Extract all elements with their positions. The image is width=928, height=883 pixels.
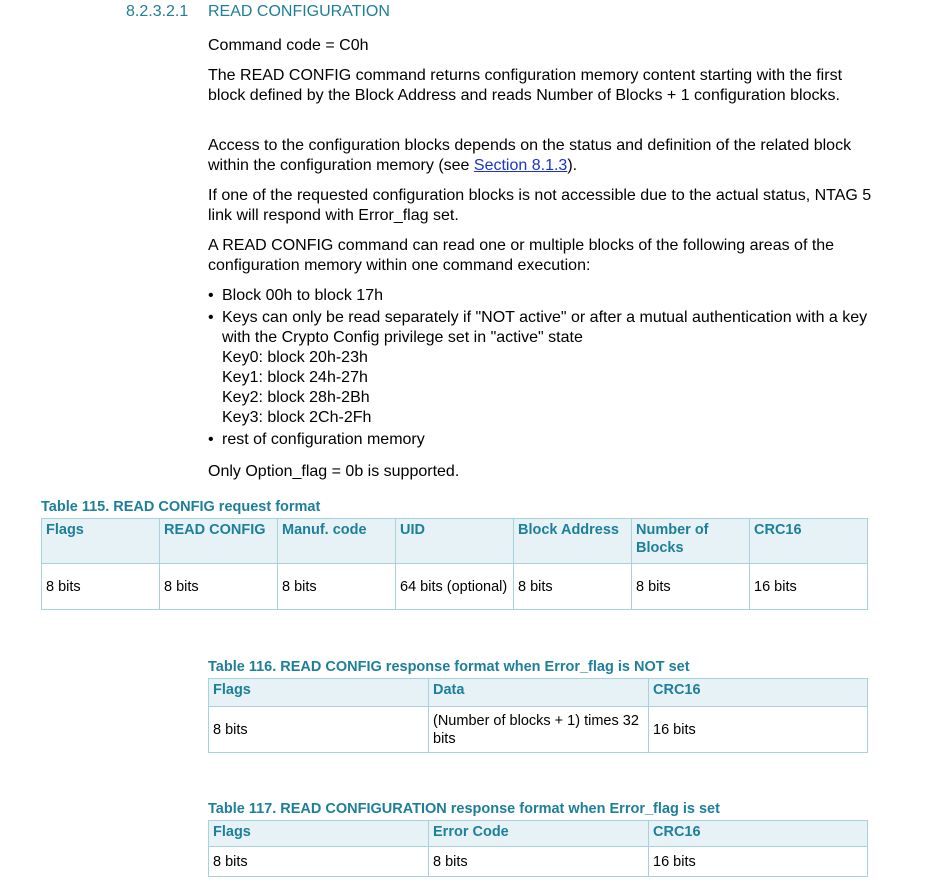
table-row <box>42 564 868 610</box>
list-item-text: rest of configuration memory <box>222 431 425 448</box>
header-crc16: CRC16 <box>750 519 868 564</box>
cell-block-address: 8 bits <box>514 564 632 610</box>
header-number-of-blocks: Number of Blocks <box>632 519 750 564</box>
table-row <box>209 847 868 877</box>
access-text <box>208 136 873 176</box>
header-uid: UID <box>396 519 514 564</box>
list-item <box>208 308 878 428</box>
table-header-row <box>42 519 868 564</box>
list-item-text: Keys can only be read separately if "NOT active" or after a mutual authentication with a key with the Crypto Config privilege set in "active" state <box>222 309 868 346</box>
access-text-start: Access to the configuration blocks depends on the status and definition of the related block within the configuration memory (see <box>208 137 852 174</box>
table-117-caption: Table 117. READ CONFIGURATION response format when Error_flag is set <box>208 801 720 817</box>
description-text: The READ CONFIG command returns configuration memory content starting with the first block defined by the Block Address and reads Number of Blocks + 1 configuration blocks. <box>208 67 843 104</box>
header-manuf-code: Manuf. code <box>278 519 396 564</box>
list-item <box>208 286 878 306</box>
table-116 <box>208 678 868 753</box>
cell-flags: 8 bits <box>209 707 429 753</box>
table-header-row <box>209 679 868 707</box>
paragraph-command-code <box>208 36 873 56</box>
header-flags: Flags <box>209 821 429 847</box>
paragraph-description <box>208 66 873 106</box>
header-data: Data <box>429 679 649 707</box>
cell-flags: 8 bits <box>209 847 429 877</box>
cell-crc16: 16 bits <box>649 847 868 877</box>
section-heading <box>126 3 390 21</box>
section-number: 8.2.3.2.1 <box>126 3 189 20</box>
section-8-1-3-link[interactable]: Section 8.1.3 <box>473 157 568 174</box>
header-crc16: CRC16 <box>649 821 868 847</box>
cell-flags: 8 bits <box>42 564 160 610</box>
table-header-row <box>209 821 868 847</box>
paragraph-error <box>208 186 873 226</box>
key2-line: Key2: block 28h-2Bh <box>222 389 370 406</box>
cell-uid: 64 bits (optional) <box>396 564 514 610</box>
table-117 <box>208 820 868 877</box>
header-flags: Flags <box>209 679 429 707</box>
cell-error-code: 8 bits <box>429 847 649 877</box>
access-text-end: ). <box>567 157 578 174</box>
cell-data: (Number of blocks + 1) times 32 bits <box>429 707 649 753</box>
table-115 <box>41 518 868 610</box>
option-flag-text: Only Option_flag = 0b is supported. <box>208 463 460 480</box>
header-read-config: READ CONFIG <box>160 519 278 564</box>
command-code-text: Command code = C0h <box>208 37 369 54</box>
table-116-caption: Table 116. READ CONFIG response format when Error_flag is NOT set <box>208 659 690 675</box>
section-title: READ CONFIGURATION <box>208 3 390 20</box>
key1-line: Key1: block 24h-27h <box>222 369 368 386</box>
table-row <box>209 707 868 753</box>
header-flags: Flags <box>42 519 160 564</box>
cell-crc16: 16 bits <box>750 564 868 610</box>
cell-manuf-code: 8 bits <box>278 564 396 610</box>
list-item-text: Block 00h to block 17h <box>222 287 383 304</box>
header-crc16: CRC16 <box>649 679 868 707</box>
paragraph-access <box>208 136 873 176</box>
areas-text: A READ CONFIG command can read one or multiple blocks of the following areas of the configuration memory within one command execution: <box>208 237 835 274</box>
key3-line: Key3: block 2Ch-2Fh <box>222 409 372 426</box>
header-block-address: Block Address <box>514 519 632 564</box>
paragraph-option-flag <box>208 462 873 482</box>
header-error-code: Error Code <box>429 821 649 847</box>
cell-number-of-blocks: 8 bits <box>632 564 750 610</box>
list-item <box>208 430 878 450</box>
key0-line: Key0: block 20h-23h <box>222 349 368 366</box>
paragraph-areas <box>208 236 873 276</box>
table-115-caption: Table 115. READ CONFIG request format <box>41 499 321 515</box>
areas-list <box>208 286 878 452</box>
error-text: If one of the requested configuration blocks is not accessible due to the actual status, NTAG 5 link will respond with Error_flag set. <box>208 187 872 224</box>
cell-read-config: 8 bits <box>160 564 278 610</box>
cell-crc16: 16 bits <box>649 707 868 753</box>
